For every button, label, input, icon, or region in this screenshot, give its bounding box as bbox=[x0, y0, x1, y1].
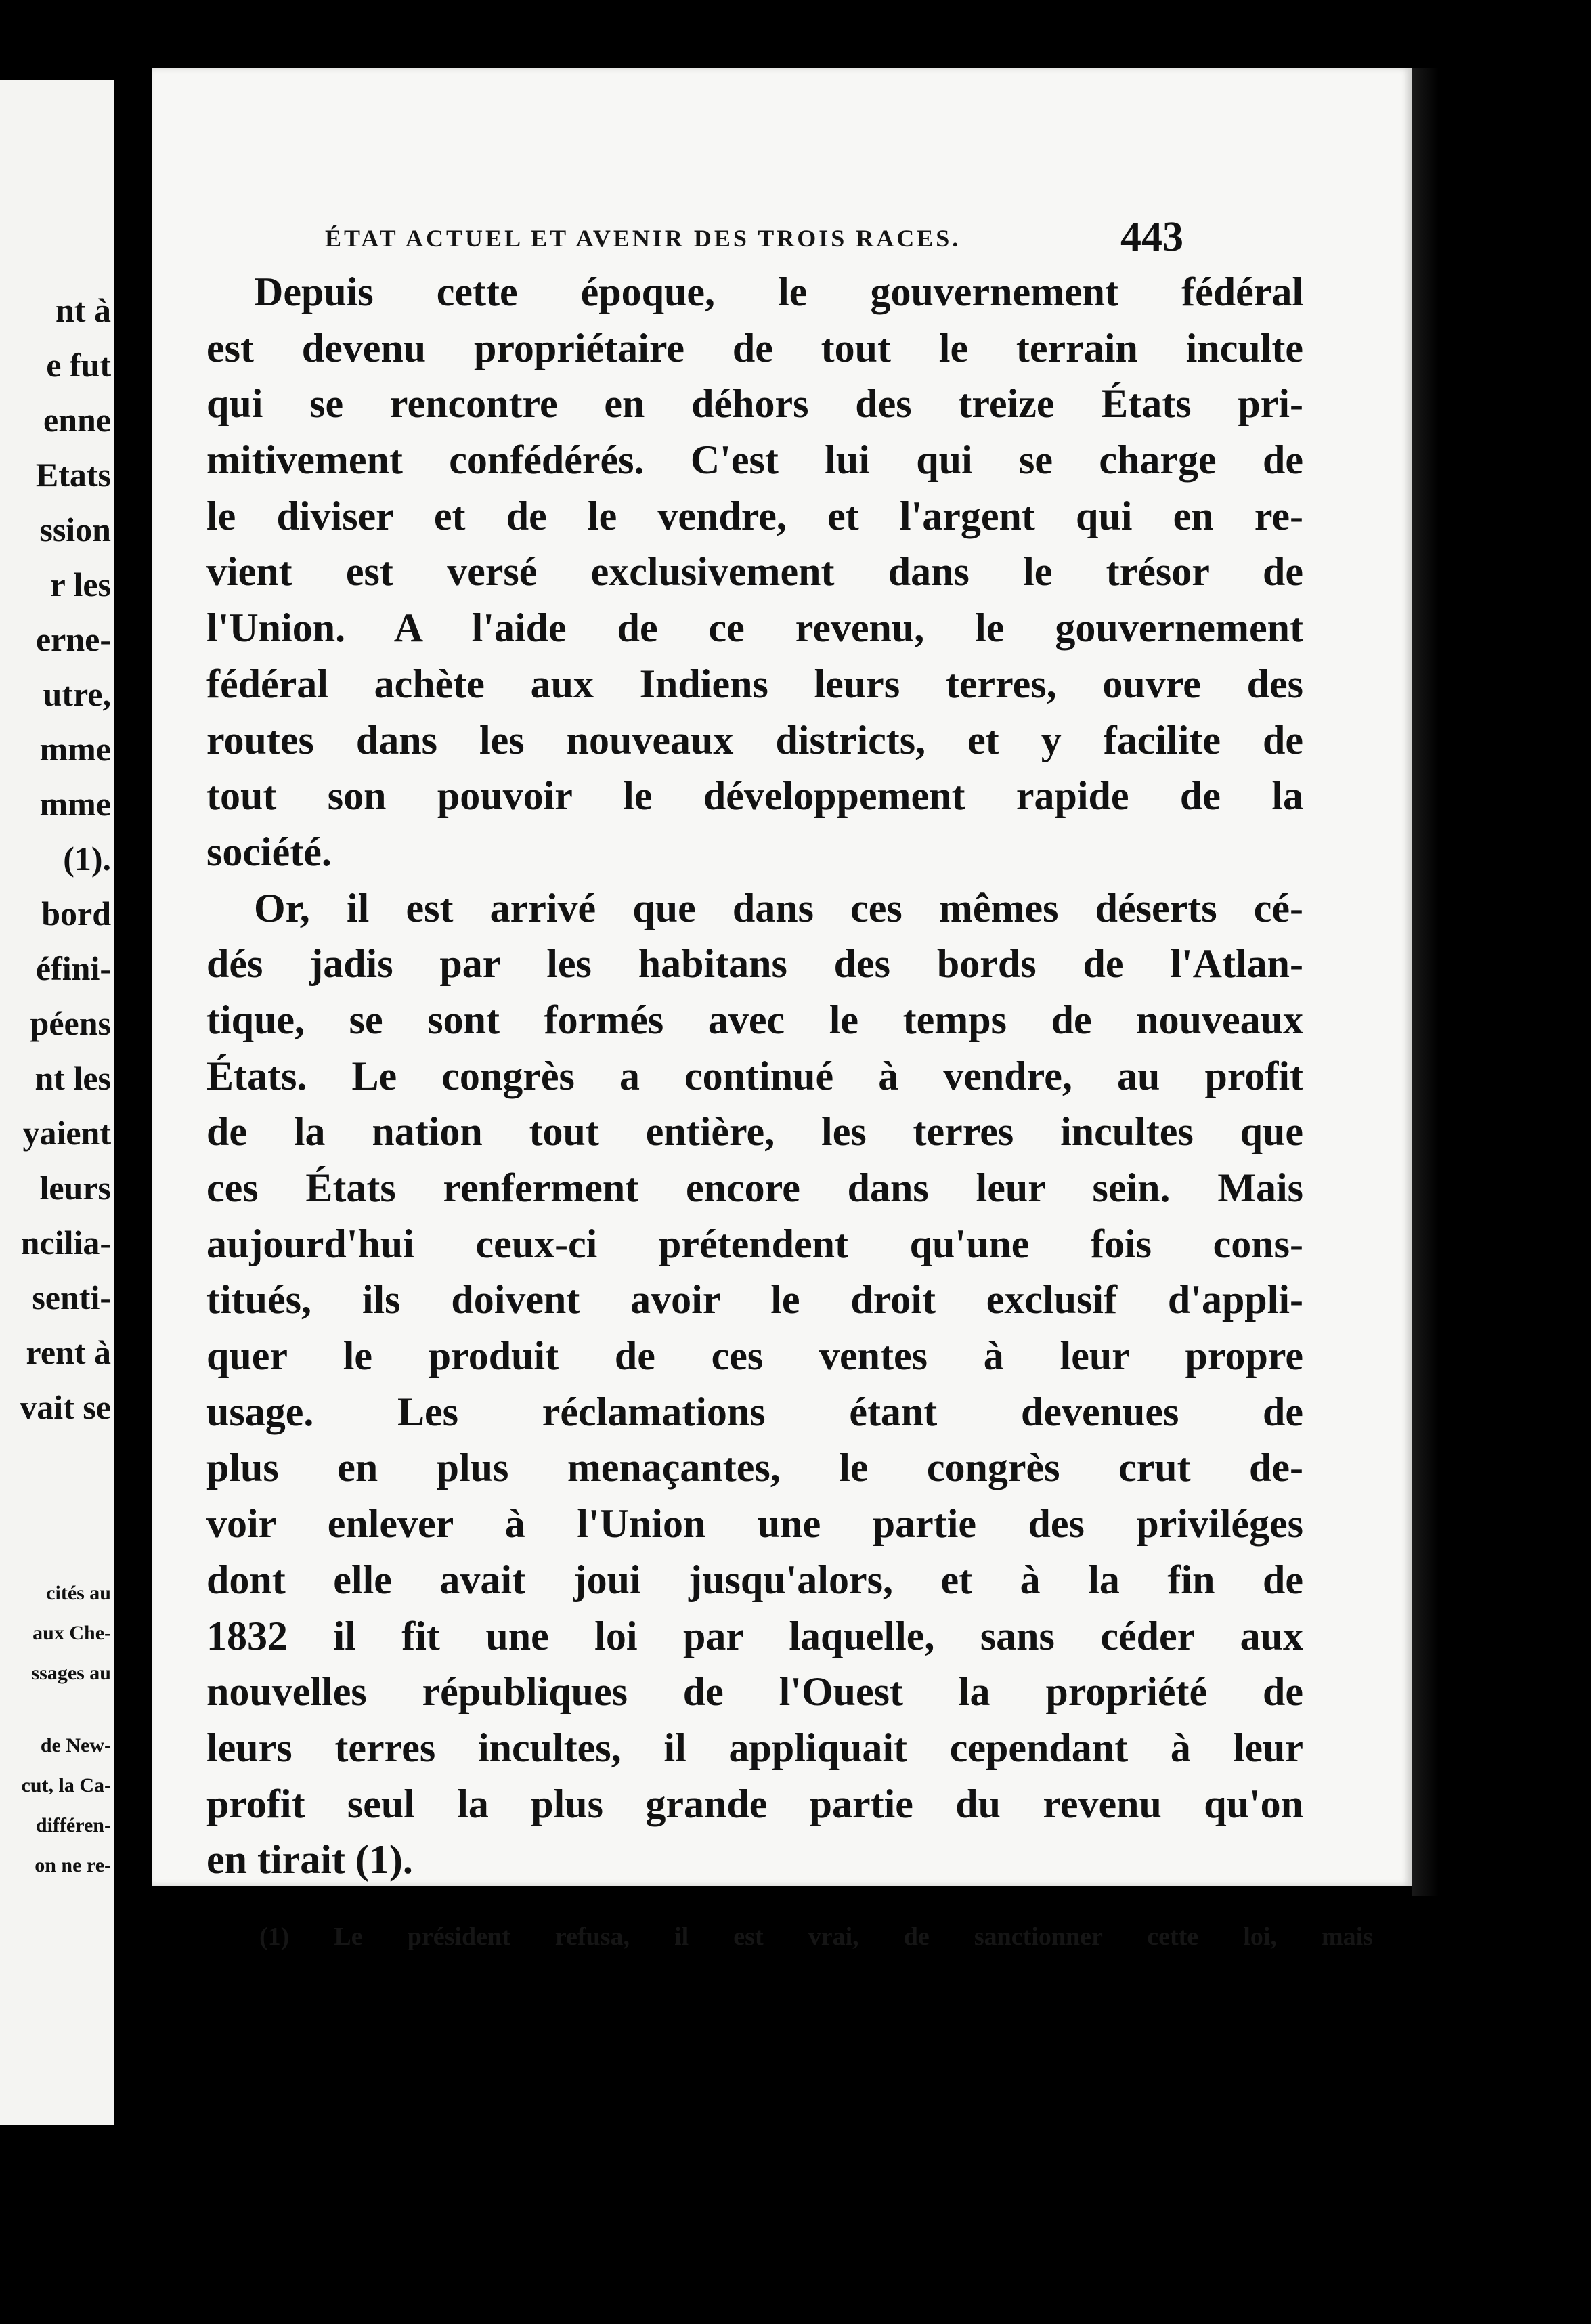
paragraph-1-line: société. bbox=[206, 829, 332, 874]
previous-page-line: éfini- bbox=[35, 949, 111, 987]
paragraph-2-line: dés jadis par les habitans des bords de l'Atlan- bbox=[206, 941, 1303, 987]
paragraph-2-line: quer le produit de ces ventes à leur propre bbox=[206, 1333, 1303, 1379]
previous-page-line: mme bbox=[39, 730, 111, 768]
paragraph-1-line: mitivement confédérés. C'est lui qui se charge de bbox=[206, 437, 1303, 483]
previous-page-line: yaient bbox=[22, 1114, 111, 1152]
paragraph-2-line: Or, il est arrivé que dans ces mêmes déserts cé- bbox=[254, 885, 1303, 930]
paragraph-2-line: nouvelles républiques de l'Ouest la propriété de bbox=[206, 1669, 1303, 1715]
paragraph-2-line: dont elle avait joui jusqu'alors, et à la fin de bbox=[206, 1557, 1303, 1602]
paragraph-2-line: de la nation tout entière, les terres incultes que bbox=[206, 1109, 1303, 1155]
paragraph-1-line: Depuis cette époque, le gouvernement fédéral bbox=[254, 270, 1303, 314]
previous-page-line: utre, bbox=[43, 675, 111, 713]
previous-page-line: enne bbox=[43, 401, 111, 439]
paragraph-2-line: tique, se sont formés avec le temps de nouveaux bbox=[206, 997, 1303, 1042]
running-title: ÉTAT ACTUEL ET AVENIR DES TROIS RACES. bbox=[325, 225, 961, 252]
body-text bbox=[206, 264, 1303, 1888]
previous-page-line: mme bbox=[39, 785, 111, 823]
previous-page-line: ssion bbox=[39, 511, 111, 548]
previous-page-footnotes bbox=[22, 1573, 111, 1885]
paragraph-2-line: 1832 il fit une loi par laquelle, sans céder aux bbox=[206, 1613, 1303, 1658]
paragraph-1-line: le diviser et de le vendre, et l'argent qui en re- bbox=[206, 493, 1303, 538]
running-head bbox=[152, 213, 1412, 267]
paragraph-2-line: États. Le congrès a continué à vendre, au profit bbox=[206, 1053, 1303, 1098]
previous-page-line: e fut bbox=[46, 346, 111, 384]
previous-page-line: nt à bbox=[56, 291, 111, 329]
paragraph-2-line: profit seul la plus grande partie du revenu qu'on bbox=[206, 1781, 1303, 1826]
book-page bbox=[152, 68, 1412, 1951]
previous-page-note-line: ssages au bbox=[31, 1662, 111, 1684]
paragraph-1-line: fédéral achète aux Indiens leurs terres, ouvre des bbox=[206, 661, 1303, 706]
previous-page-note-line: cités au bbox=[46, 1582, 111, 1604]
paragraph-1-line: l'Union. A l'aide de ce revenu, le gouvernement bbox=[206, 605, 1303, 651]
previous-page-line: rent à bbox=[26, 1333, 111, 1371]
page-edge-shadow bbox=[1412, 68, 1439, 1896]
previous-page-line: senti- bbox=[32, 1278, 111, 1316]
paragraph-2-line: usage. Les réclamations étant devenues de bbox=[206, 1389, 1303, 1434]
previous-page-line: (1). bbox=[63, 840, 111, 878]
previous-page-line: bord bbox=[41, 895, 111, 932]
paragraph-2-line: titués, ils doivent avoir le droit exclusif d'appli- bbox=[206, 1277, 1303, 1322]
paragraph-1-line: routes dans les nouveaux districts, et y facilite de bbox=[206, 717, 1303, 762]
previous-page-line: erne- bbox=[35, 620, 111, 658]
previous-page-text bbox=[20, 283, 111, 1435]
paragraph-2-line: aujourd'hui ceux-ci prétendent qu'une fois cons- bbox=[206, 1221, 1303, 1266]
previous-page-fragment bbox=[0, 80, 114, 2125]
paragraph-2-line: en tirait (1). bbox=[206, 1837, 413, 1882]
previous-page-note-line: de New- bbox=[40, 1734, 111, 1757]
previous-page-note-line: on ne re- bbox=[35, 1854, 111, 1876]
previous-page-line: vait se bbox=[20, 1388, 111, 1426]
paragraph-1-line: qui se rencontre en déhors des treize États pri- bbox=[206, 381, 1303, 427]
page-number: 443 bbox=[1120, 214, 1183, 260]
previous-page-line: leurs bbox=[39, 1169, 111, 1207]
previous-page-note-line: cut, la Ca- bbox=[21, 1774, 111, 1796]
paragraph-2-line: ces États renferment encore dans leur sein. Mais bbox=[206, 1165, 1303, 1210]
paragraph-2-line: leurs terres incultes, il appliquait cependant à leur bbox=[206, 1725, 1303, 1770]
previous-page-note-line: différen- bbox=[35, 1814, 111, 1836]
paragraph-2-line: plus en plus menaçantes, le congrès crut de- bbox=[206, 1445, 1303, 1490]
previous-page-line: nt les bbox=[35, 1059, 111, 1097]
previous-page-line: ncilia- bbox=[20, 1224, 111, 1262]
previous-page-line: r les bbox=[50, 565, 111, 603]
footnote: (1) Le président refusa, il est vrai, de sanctionner cette loi, mais bbox=[259, 1922, 1373, 1951]
paragraph-1-line: est devenu propriétaire de tout le terrain inculte bbox=[206, 325, 1303, 370]
paragraph-2-line: voir enlever à l'Union une partie des priviléges bbox=[206, 1501, 1303, 1547]
previous-page-line: Etats bbox=[35, 456, 111, 494]
previous-page-line: péens bbox=[30, 1004, 111, 1042]
paragraph-1-line: tout son pouvoir le développement rapide de la bbox=[206, 773, 1303, 819]
footnote-gap bbox=[22, 1693, 111, 1725]
paragraph-1-line: vient est versé exclusivement dans le trésor de bbox=[206, 549, 1303, 595]
previous-page-note-line: aux Che- bbox=[32, 1622, 111, 1644]
